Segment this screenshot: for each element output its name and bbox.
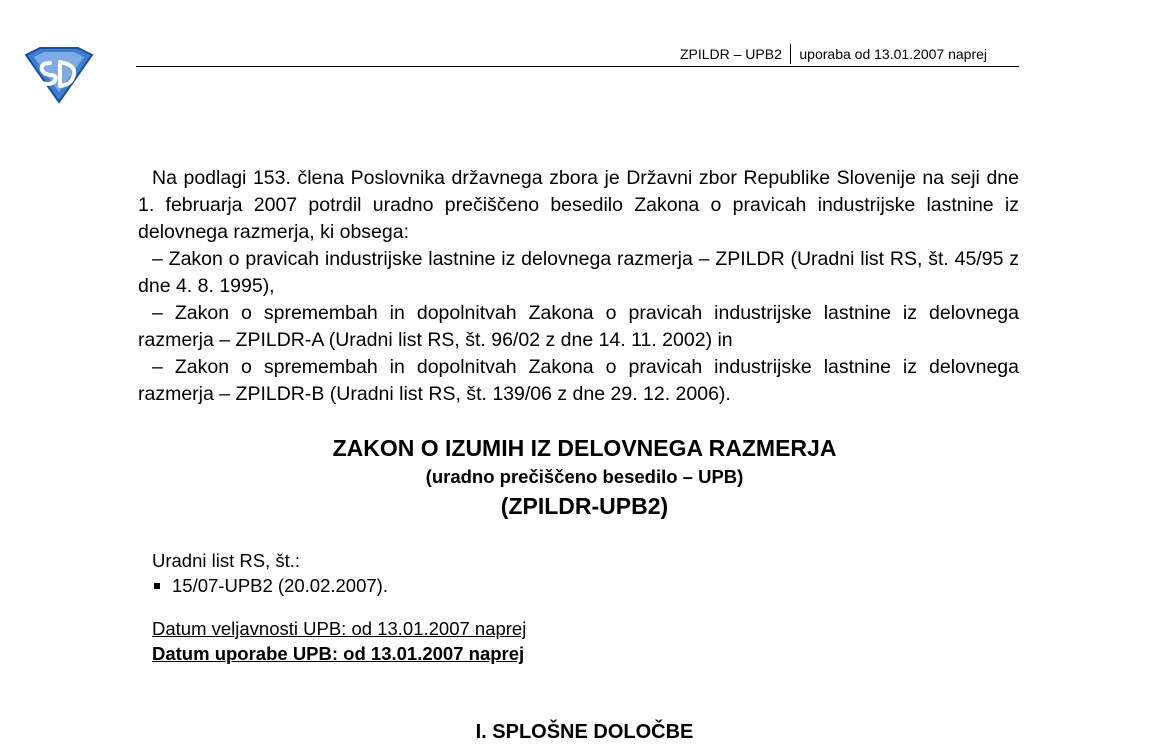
upb-dates — [152, 616, 526, 666]
law-abbreviation: (ZPILDR-UPB2) — [500, 493, 669, 519]
gazette-entry: 15/07-UPB2 (20.02.2007). — [172, 575, 388, 596]
law-title-block — [138, 432, 1031, 522]
header-separator — [790, 44, 792, 64]
preamble-item: – Zakon o pravicah industrijske lastnine iz delovnega razmerja – ZPILDR (Uradni list RS, št. 45/95 z dne 4. 8. 1995), — [138, 248, 1019, 297]
header-usage-date: uporaba od 13.01.2007 naprej — [799, 46, 987, 62]
preamble-item: – Zakon o spremembah in dopolnitvah Zakona o pravicah industrijske lastnine iz delovnega razmerja – ZPILDR-A (Uradni list RS, št. 96/02 z dne 14. 11. 2002) in — [138, 302, 1019, 351]
gazette-entry-item — [152, 573, 388, 598]
section-heading: I. SPLOŠNE DOLOČBE — [475, 721, 694, 743]
running-header — [136, 42, 1019, 67]
publisher-logo-icon — [20, 45, 98, 105]
preamble — [138, 165, 1019, 408]
gazette-reference — [152, 548, 388, 598]
usage-date: Datum uporabe UPB: od 13.01.2007 naprej — [152, 643, 525, 664]
square-bullet-icon — [154, 583, 160, 589]
preamble-item: – Zakon o spremembah in dopolnitvah Zakona o pravicah industrijske lastnine iz delovnega razmerja – ZPILDR-B (Uradni list RS, št. 139/06 z dne 29. 12. 2006). — [138, 356, 1019, 405]
validity-date: Datum veljavnosti UPB: od 13.01.2007 naprej — [152, 618, 527, 639]
law-title: ZAKON O IZUMIH IZ DELOVNEGA RAZMERJA — [332, 435, 837, 461]
header-doc-code: ZPILDR – UPB2 — [679, 46, 782, 62]
gazette-label: Uradni list RS, št.: — [152, 550, 301, 571]
preamble-intro: Na podlagi 153. člena Poslovnika državnega zbora je Državni zbor Republike Slovenije na seji dne 1. februarja 2007 potrdil uradno prečiščeno besedilo Zakona o pravicah industrijske lastnine iz delovnega razmerja, ki obsega: — [138, 167, 1019, 243]
law-subtitle: (uradno prečiščeno besedilo – UPB) — [425, 466, 744, 487]
